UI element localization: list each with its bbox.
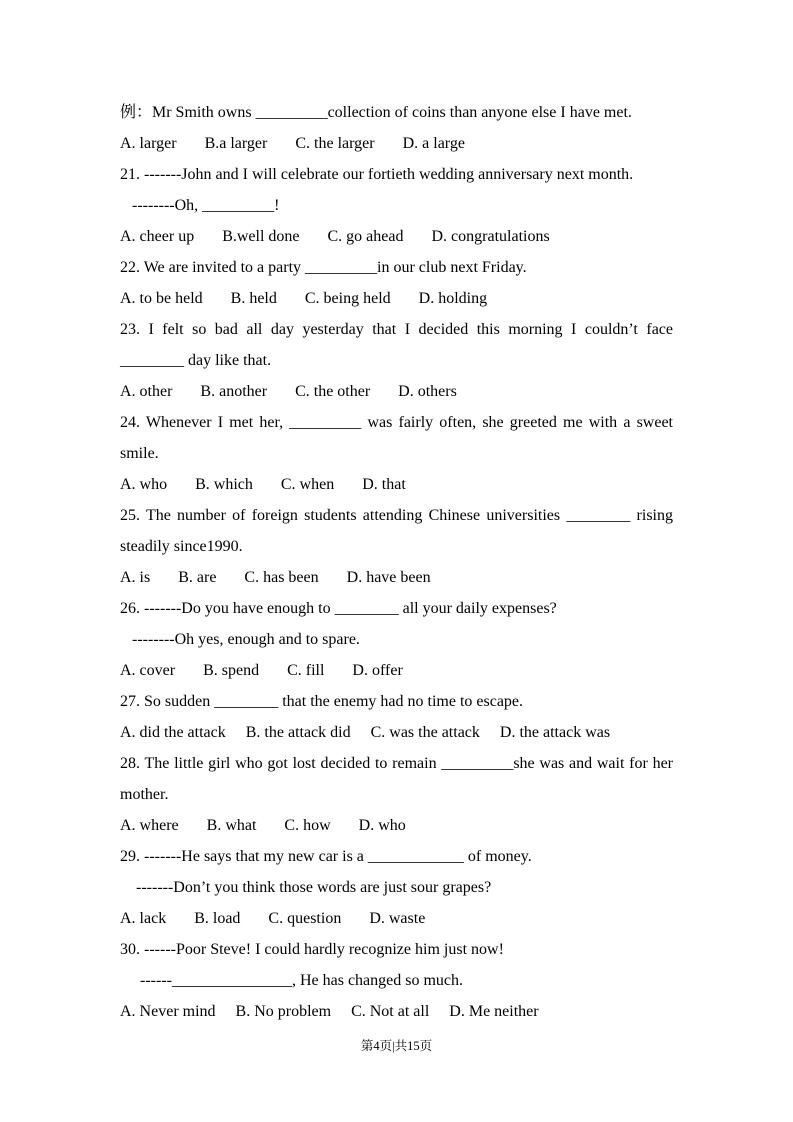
stem-line: --------Oh yes, enough and to spare.	[120, 631, 360, 648]
stem-line: 28. The little girl who got lost decided to remain _________she was and wait for her	[120, 755, 673, 772]
question-example	[120, 97, 673, 159]
stem-line: --------Oh, _________!	[120, 197, 280, 214]
question-25	[120, 500, 673, 593]
question-30	[120, 934, 673, 1027]
stem-line: 26. -------Do you have enough to ________ all your daily expenses?	[120, 600, 557, 617]
stem-line: 29. -------He says that my new car is a ____________ of money.	[120, 848, 532, 865]
question-28	[120, 748, 673, 841]
stem-line: 27. So sudden ________ that the enemy had no time to escape.	[120, 693, 524, 710]
exam-content	[120, 97, 673, 1027]
stem-line: 例：Mr Smith owns _________collection of coins than anyone else I have met.	[120, 104, 632, 121]
options-line: A. Never mind B. No problem C. Not at all D. Me neither	[120, 1003, 539, 1020]
options-line: A. to be held B. held C. being held D. holding	[120, 290, 488, 307]
stem-line: 22. We are invited to a party _________in our club next Friday.	[120, 259, 527, 276]
stem-line: 24. Whenever I met her, _________ was fairly often, she greeted me with a sweet	[120, 414, 673, 431]
question-23	[120, 314, 673, 407]
stem-line: ------_______________, He has changed so much.	[120, 972, 464, 989]
stem-line: smile.	[120, 445, 159, 462]
stem-line: 21. -------John and I will celebrate our fortieth wedding anniversary next month.	[120, 166, 634, 183]
options-line: A. lack B. load C. question D. waste	[120, 910, 426, 927]
stem-line: steadily since1990.	[120, 538, 243, 555]
options-line: A. who B. which C. when D. that	[120, 476, 406, 493]
stem-line: -------Don’t you think those words are just sour grapes?	[120, 879, 492, 896]
stem-line: 23. I felt so bad all day yesterday that I decided this morning I couldn’t face	[120, 321, 673, 338]
question-22	[120, 252, 673, 314]
stem-line: ________ day like that.	[120, 352, 272, 369]
stem-line: mother.	[120, 786, 169, 803]
options-line: A. did the attack B. the attack did C. was the attack D. the attack was	[120, 724, 611, 741]
question-27	[120, 686, 673, 748]
stem-line: 25. The number of foreign students attending Chinese universities ________ rising	[120, 507, 673, 524]
question-29	[120, 841, 673, 934]
question-26	[120, 593, 673, 686]
options-line: A. where B. what C. how D. who	[120, 817, 406, 834]
options-line: A. is B. are C. has been D. have been	[120, 569, 431, 586]
page-footer: 第4页|共15页	[360, 1039, 433, 1053]
options-line: A. cover B. spend C. fill D. offer	[120, 662, 403, 679]
question-24	[120, 407, 673, 500]
options-line: A. cheer up B.well done C. go ahead D. congratulations	[120, 228, 550, 245]
options-line: A. larger B.a larger C. the larger D. a large	[120, 135, 465, 152]
question-21	[120, 159, 673, 252]
options-line: A. other B. another C. the other D. others	[120, 383, 457, 400]
stem-line: 30. ------Poor Steve! I could hardly recognize him just now!	[120, 941, 504, 958]
